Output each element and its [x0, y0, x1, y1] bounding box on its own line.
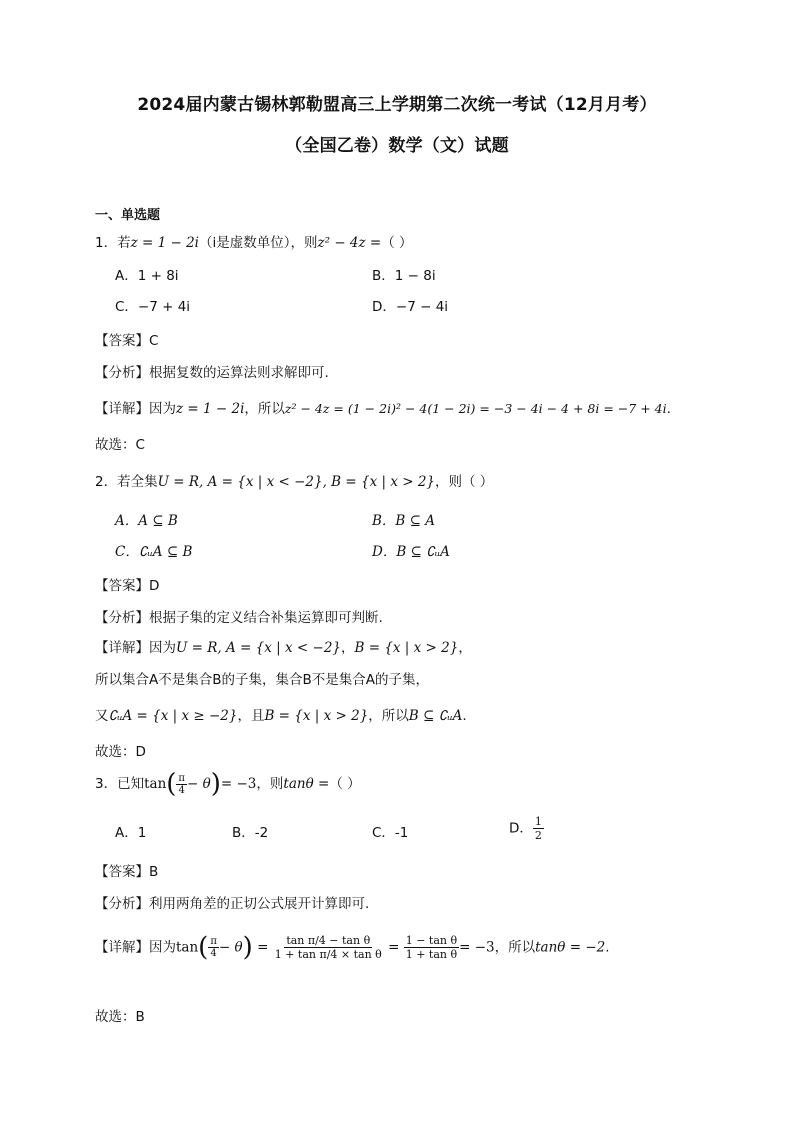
q1-option-d: D．−7 − 4i	[372, 299, 449, 315]
q2-answer: 【答案】D	[95, 578, 160, 594]
q3-option-d: D． $\frac{1}{2}$	[509, 815, 542, 842]
q1-choice: 故选：C	[95, 437, 145, 453]
q3-pi-over-4: $\frac{\pi}{4}$	[178, 772, 185, 796]
q2-detail-line-2: 所以集合A不是集合B的子集，集合B不是集合A的子集，	[95, 672, 429, 688]
q3-choice: 故选：B	[95, 1009, 145, 1025]
q3-option-c: C．-1	[372, 825, 409, 841]
q3-answer: 【答案】B	[95, 864, 159, 880]
title-line-2: （全国乙卷）数学（文）试题	[285, 136, 509, 156]
q3-tan-difference-fraction: $\frac{\text{tan π/4 − tan θ}}{\text{1 + tan π/4 × tan θ}}$	[274, 934, 382, 961]
q1-detail: 【详解】因为z = 1 − 2i，所以z² − 4z = (1 − 2i)² − 4(1 − 2i) = −3 − 4i − 4 + 8i = −7 + 4i.	[95, 401, 671, 417]
q2-stem: 2．若全集U = R, A = {x | x < −2}, B = {x | x > 2}，则（ ）	[95, 474, 494, 490]
q3-option-a: A．1	[115, 825, 147, 841]
q2-choice: 故选：D	[95, 744, 146, 760]
q2-analysis: 【分析】根据子集的定义结合补集运算即可判断.	[95, 610, 383, 626]
q1-option-a: A．1 + 8i	[115, 268, 179, 284]
q3-detail: 【详解】因为tan( $\frac{\pi}{4}$ − θ) = $\frac{\text{tan π/4 − tan θ}}{\text{1 + tan π/4 × tan θ}}$ = $\frac{\text{1 − tan θ}}{\text{1 + tan θ}}$ = −3，所以tanθ = −2.	[95, 932, 610, 963]
title-line-1: 2024届内蒙古锡林郭勒盟高三上学期第二次统一考试（12月月考）	[137, 95, 657, 115]
q1-answer: 【答案】C	[95, 333, 159, 349]
q3-option-b: B．-2	[232, 825, 269, 841]
q1-analysis: 【分析】根据复数的运算法则求解即可.	[95, 365, 329, 381]
section-heading: 一、单选题	[95, 208, 161, 223]
q1-option-c: C．−7 + 4i	[115, 299, 191, 315]
q1-stem: 1．若z = 1 − 2i（i是虚数单位），则z² − 4z =（ ）	[95, 235, 413, 251]
q3-analysis: 【分析】利用两角差的正切公式展开计算即可.	[95, 896, 370, 912]
q2-option-c: C．∁ᵤA ⊆ B	[115, 544, 193, 560]
q1-option-b: B．1 − 8i	[372, 268, 436, 284]
q3-stem: 3．已知tan( $\frac{\pi}{4}$ − θ)= −3，则tanθ =（ ）	[95, 769, 361, 799]
q2-option-b: B．B ⊆ A	[372, 513, 435, 529]
q3-simplified-fraction: $\frac{\text{1 − tan θ}}{\text{1 + tan θ}}$	[405, 934, 458, 961]
q2-option-a: A．A ⊆ B	[115, 513, 178, 529]
q2-detail-line-3: 又∁ᵤA = {x | x ≥ −2}，且B = {x | x > 2}，所以B ⊆ ∁ᵤA.	[95, 708, 467, 724]
q2-option-d: D．B ⊆ ∁ᵤA	[372, 544, 450, 560]
q3-option-d-fraction: $\frac{1}{2}$	[534, 815, 542, 842]
q2-detail: 【详解】因为U = R, A = {x | x < −2}，B = {x | x > 2}，	[95, 640, 472, 656]
